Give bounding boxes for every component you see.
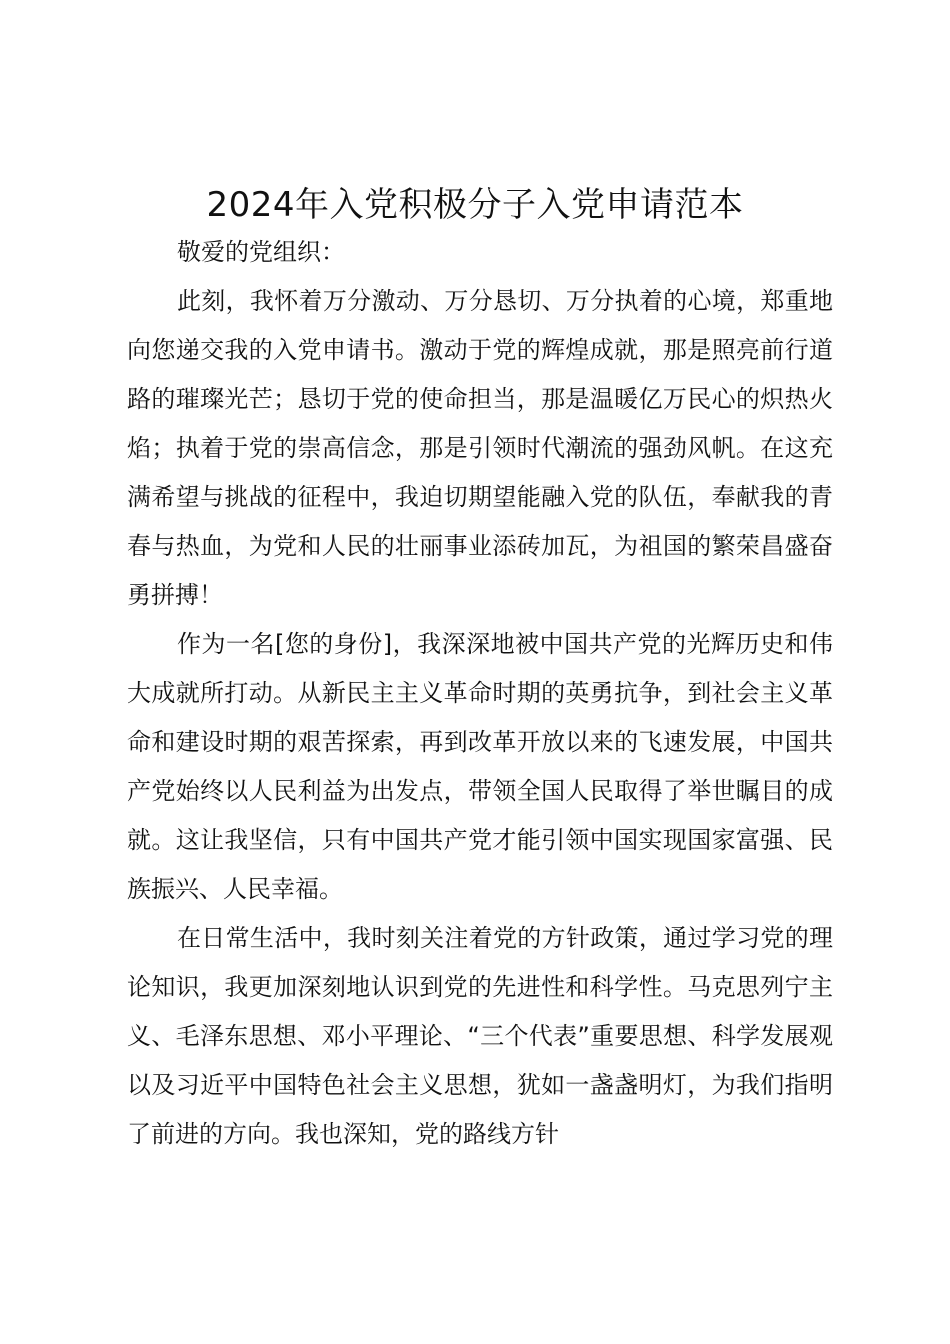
document-title: 2024年入党积极分子入党申请范本 [206,185,744,225]
document-body [127,228,833,1159]
salutation: 敬爱的党组织： [177,238,345,266]
paragraph-1: 此刻，我怀着万分激动、万分恳切、万分执着的心境，郑重地向您递交我的入党申请书。激动于党的辉煌成就，那是照亮前行道路的璀璨光芒；恳切于党的使命担当，那是温暖亿万民心的炽热火焰；执着于党的崇高信念，那是引领时代潮流的强劲风帆。在这充满希望与挑战的征程中，我迫切期望能融入党的队伍，奉献我的青春与热血，为党和人民的壮丽事业添砖加瓦，为祖国的繁荣昌盛奋勇拼搏！ [127,287,833,609]
paragraph-2: 作为一名[您的身份]，我深深地被中国共产党的光辉历史和伟大成就所打动。从新民主主义革命时期的英勇抗争，到社会主义革命和建设时期的艰苦探索，再到改革开放以来的飞速发展，中国共产党始终以人民利益为出发点，带领全国人民取得了举世瞩目的成就。这让我坚信，只有中国共产党才能引领中国实现国家富强、民族振兴、人民幸福。 [127,630,833,903]
paragraph-3: 在日常生活中，我时刻关注着党的方针政策，通过学习党的理论知识，我更加深刻地认识到党的先进性和科学性。马克思列宁主义、毛泽东思想、邓小平理论、“三个代表”重要思想、科学发展观以及习近平中国特色社会主义思想，犹如一盏盏明灯，为我们指明了前进的方向。我也深知，党的路线方针 [127,924,833,1148]
